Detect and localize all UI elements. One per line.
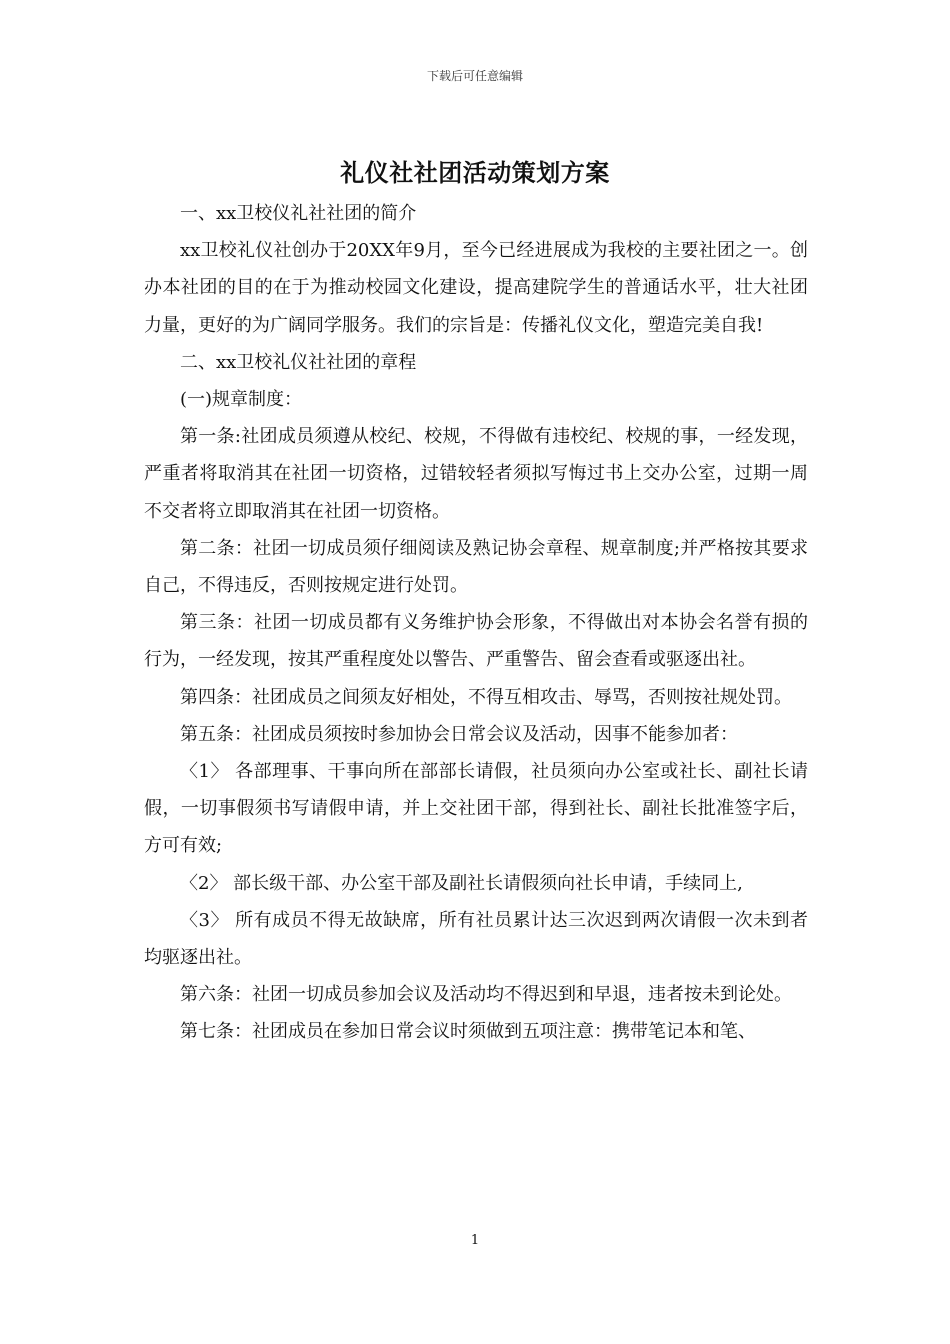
paragraph: 第三条：社团一切成员都有义务维护协会形象，不得做出对本协会名誉有损的行为，一经发现，按其严重程度处以警告、严重警告、留会查看或驱逐出社。	[144, 612, 808, 671]
paragraph: 〈2〉 部长级干部、办公室干部及副社长请假须向社长申请，手续同上,	[180, 872, 743, 894]
paragraph: 〈1〉 各部理事、干事向所在部部长请假，社员须向办公室或社长、副社长请假，一切事假须书写请假申请，并上交社团干部，得到社长、副社长批准签字后，方可有效;	[144, 761, 808, 857]
paragraph: 第六条：社团一切成员参加会议及活动均不得迟到和早退，违者按未到论处。	[180, 984, 792, 1006]
paragraph: xx卫校礼仪社创办于20XX年9月，至今已经进展成为我校的主要社团之一。创办本社团的目的在于为推动校园文化建设，提高建院学生的普通话水平，壮大社团力量，更好的为广阔同学服务。我们的宗旨是：传播礼仪文化，塑造完美自我!	[144, 240, 808, 336]
subsection-heading: (一)规章制度：	[180, 389, 303, 411]
paragraph: 第一条:社团成员须遵从校纪、校规，不得做有违校纪、校规的事，一经发现，严重者将取消其在社团一切资格，过错较轻者须拟写悔过书上交办公室，过期一周不交者将立即取消其在社团一切资格。	[144, 426, 808, 522]
paragraph: 第五条：社团成员须按时参加协会日常会议及活动，因事不能参加者：	[180, 723, 738, 745]
header-note: 下载后可任意编辑	[426, 69, 523, 83]
section-heading: 一、xx卫校仪礼社社团的简介	[180, 203, 417, 224]
document-body	[144, 195, 808, 1051]
paragraph: 〈3〉 所有成员不得无故缺席，所有社员累计达三次迟到两次请假一次未到者均驱逐出社。	[144, 909, 808, 969]
paragraph: 第七条：社团成员在参加日常会议时须做到五项注意：携带笔记本和笔、	[180, 1021, 756, 1043]
section-heading: 二、xx卫校礼仪社社团的章程	[180, 351, 417, 373]
document-title: 礼仪社社团活动策划方案	[340, 159, 610, 187]
paragraph: 第二条：社团一切成员须仔细阅读及熟记协会章程、规章制度;并严格按其要求自己，不得违反，否则按规定进行处罚。	[144, 537, 808, 597]
page-number: 1	[470, 1233, 480, 1248]
paragraph: 第四条：社团成员之间须友好相处，不得互相攻击、辱骂，否则按社规处罚。	[180, 686, 792, 708]
